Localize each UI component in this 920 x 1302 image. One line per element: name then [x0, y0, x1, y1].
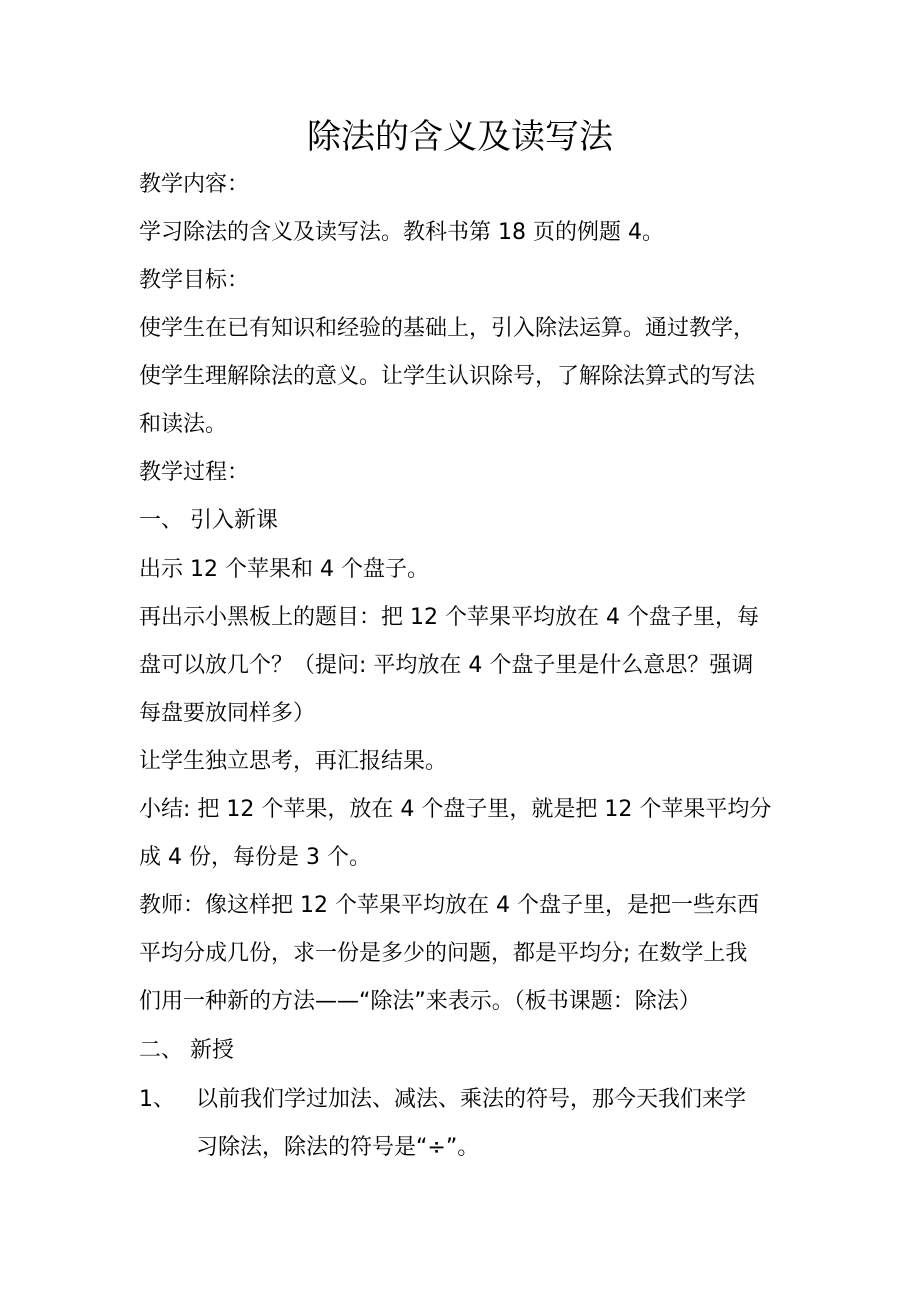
paragraph-line: 让学生独立思考，再汇报结果。: [139, 749, 448, 774]
section-heading-1: 一、 引入新课: [139, 508, 278, 533]
goal-line: 使学生理解除法的意义。让学生认识除号，了解除法算式的写法: [139, 364, 756, 389]
paragraph-line: 盘可以放几个？（提问: 平均放在 4 个盘子里是什么意思？强调: [139, 653, 754, 678]
paragraph-line: 小结: 把 12 个苹果，放在 4 个盘子里，就是把 12 个苹果平均分: [139, 797, 772, 822]
paragraph-line: 教师：像这样把 12 个苹果平均放在 4 个盘子里，是把一些东西: [139, 893, 759, 918]
paragraph-line: 平均分成几份，求一份是多少的问题，都是平均分; 在数学上我: [139, 941, 748, 966]
document-title: 除法的含义及读写法: [307, 117, 613, 157]
paragraph-line: 每盘要放同样多）: [139, 701, 316, 726]
list-item-number: 1、: [139, 1087, 175, 1112]
content-heading: 教学内容：: [139, 172, 250, 197]
goal-line: 使学生在已有知识和经验的基础上，引入除法运算。通过教学，: [139, 316, 756, 341]
paragraph-line: 成 4 份，每份是 3 个。: [139, 845, 371, 870]
list-item-line: 习除法，除法的符号是“÷”。: [196, 1135, 480, 1160]
list-item-line: 以前我们学过加法、减法、乘法的符号，那今天我们来学: [196, 1087, 747, 1112]
paragraph-line: 出示 12 个苹果和 4 个盘子。: [139, 557, 429, 582]
paragraph-line: 再出示小黑板上的题目：把 12 个苹果平均放在 4 个盘子里，每: [139, 605, 759, 630]
paragraph-line: 们用一种新的方法——“除法”来表示。（板书课题：除法）: [139, 989, 701, 1014]
content-text: 学习除法的含义及读写法。教科书第 18 页的例题 4。: [139, 220, 664, 245]
goal-line: 和读法。: [139, 412, 228, 437]
goal-heading: 教学目标：: [139, 268, 250, 293]
process-heading: 教学过程：: [139, 460, 250, 485]
section-heading-2: 二、 新授: [139, 1038, 234, 1063]
